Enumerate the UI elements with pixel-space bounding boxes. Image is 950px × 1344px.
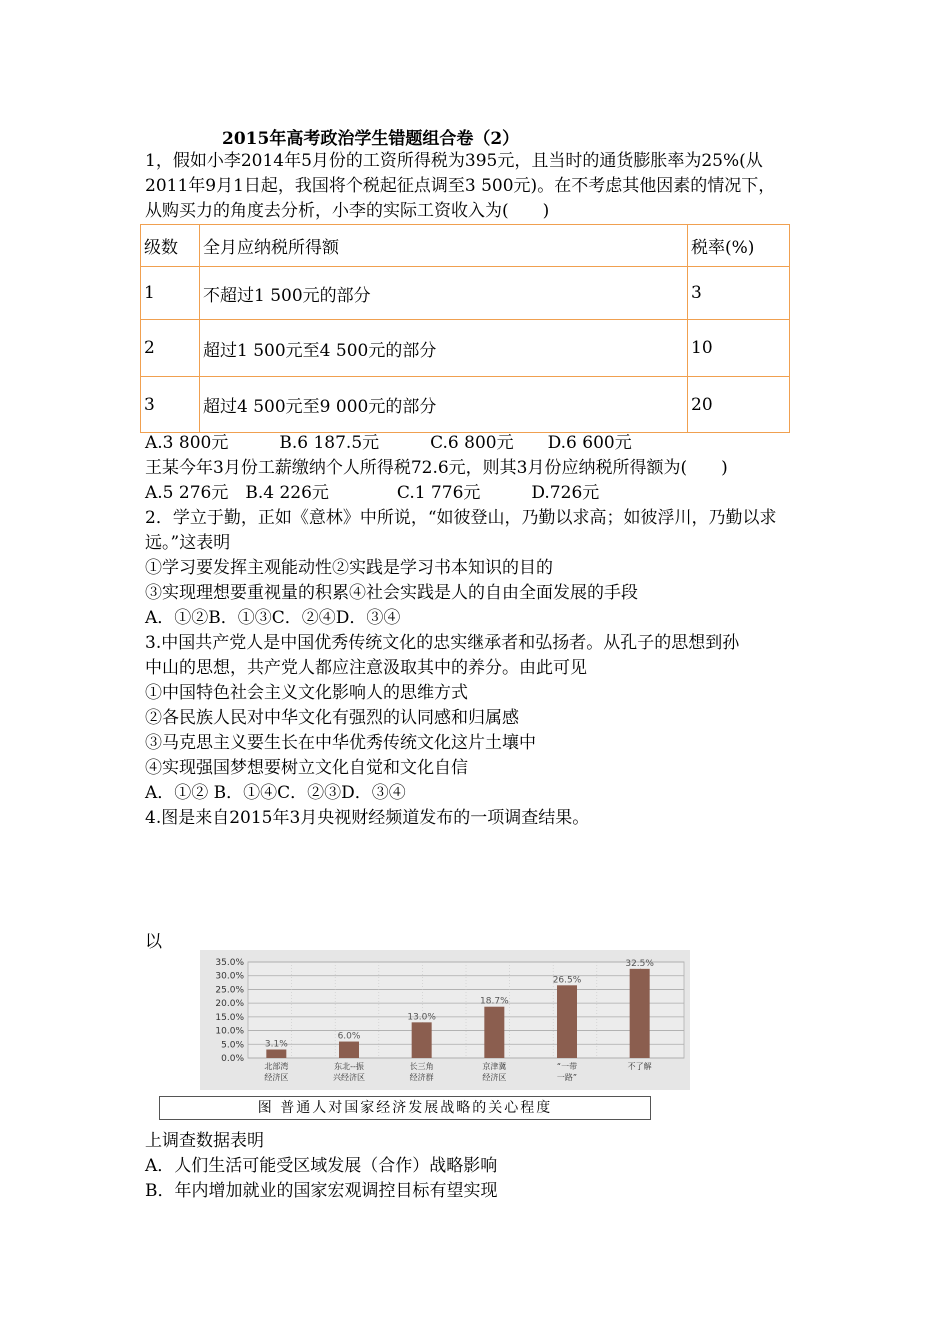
- q3-line-4: ②各民族人民对中华文化有强烈的认同感和归属感: [145, 708, 519, 728]
- cell-level: 1: [141, 267, 200, 320]
- q2-line-4: ③实现理想要重视量的积累④社会实践是人的自由全面发展的手段: [145, 583, 638, 603]
- q4-option-b: B．年内增加就业的国家宏观调控目标有望实现: [145, 1181, 498, 1201]
- bar-data-label: 26.5%: [552, 975, 582, 986]
- table-row: [141, 267, 790, 320]
- bar-data-label: 13.0%: [407, 1012, 436, 1023]
- y-tick-label: 20.0%: [215, 999, 244, 1010]
- header-level: 级数: [141, 225, 200, 267]
- cell-level: 3: [141, 377, 200, 433]
- cell-level: 2: [141, 320, 200, 377]
- bar-data-label: 6.0%: [337, 1031, 361, 1042]
- chart-caption: 图 普通人对国家经济发展战略的关心程度: [159, 1096, 651, 1120]
- q2-line-1: 2．学立于勤，正如《意林》中所说，“如彼登山，乃勤以求高；如彼浮川，乃勤以求: [145, 508, 777, 528]
- bar: [266, 1049, 286, 1058]
- x-tick-label: 经济区: [264, 1073, 289, 1082]
- y-tick-label: 35.0%: [215, 958, 244, 968]
- q1-line-1: 1，假如小李2014年5月份的工资所得税为395元，且当时的通货膨胀率为25%(从: [145, 151, 763, 171]
- q2-line-2: 远。”这表明: [145, 533, 231, 553]
- table-header-row: [141, 225, 790, 267]
- x-tick-label: 兴经济区: [333, 1073, 365, 1082]
- bar-data-label: 18.7%: [480, 996, 509, 1007]
- y-tick-label: 0.0%: [221, 1054, 244, 1064]
- cell-rate: 20: [688, 377, 790, 433]
- q1-options: A.3 800元 B.6 187.5元 C.6 800元 D.6 600元: [145, 433, 632, 453]
- page-title: 2015年高考政治学生错题组合卷（2）: [222, 129, 520, 149]
- bar: [412, 1022, 432, 1058]
- q3-line-5: ③马克思主义要生长在中华优秀传统文化这片土壤中: [145, 733, 536, 753]
- q2-line-3: ①学习要发挥主观能动性②实践是学习书本知识的目的: [145, 558, 553, 578]
- x-tick-label: 北部湾: [264, 1062, 289, 1071]
- q3-line-1: 3.中国共产党人是中国优秀传统文化的忠实继承者和弘扬者。从孔子的思想到孙: [145, 633, 740, 653]
- q4-option-a: A．人们生活可能受区域发展（合作）战略影响: [145, 1156, 498, 1176]
- q3-line-6: ④实现强国梦想要树立文化自觉和文化自信: [145, 758, 468, 778]
- table-row: [141, 320, 790, 377]
- q4-intro: 4.图是来自2015年3月央视财经频道发布的一项调查结果。: [145, 808, 590, 828]
- q1-followup: 王某今年3月份工薪缴纳个人所得税72.6元，则其3月份应纳税所得额为( ): [145, 458, 728, 478]
- cell-income: 超过4 500元至9 000元的部分: [200, 377, 688, 433]
- bar-data-label: 32.5%: [625, 958, 654, 969]
- header-rate: 税率(%): [688, 225, 790, 267]
- chart-svg: [200, 950, 690, 1090]
- q2-line-5: A．①②B．①③C．②④D．③④: [145, 608, 401, 628]
- q3-line-2: 中山的思想，共产党人都应注意汲取其中的养分。由此可见: [145, 658, 587, 678]
- table-row: [141, 377, 790, 433]
- bar: [557, 985, 577, 1058]
- y-tick-label: 5.0%: [221, 1040, 244, 1051]
- cell-income: 不超过1 500元的部分: [200, 267, 688, 320]
- x-tick-label: 经济区: [482, 1073, 507, 1082]
- bar: [630, 969, 650, 1058]
- tax-rate-table: [140, 224, 790, 433]
- y-tick-label: 15.0%: [215, 1012, 244, 1023]
- q3-line-7: A．①② B．①④C．②③D．③④: [145, 783, 406, 803]
- x-tick-label: 一路”: [556, 1073, 578, 1082]
- x-tick-label: 经济群: [409, 1073, 434, 1082]
- x-tick-label: 东北--振: [334, 1062, 364, 1071]
- y-tick-label: 10.0%: [215, 1026, 244, 1037]
- x-tick-label: 京津冀: [482, 1062, 507, 1071]
- q1-line-3: 从购买力的角度去分析，小李的实际工资收入为( ): [145, 201, 550, 221]
- bar: [339, 1042, 359, 1058]
- y-tick-label: 25.0%: [215, 985, 244, 996]
- q1-line-2: 2011年9月1日起，我国将个税起征点调至3 500元)。在不考虑其他因素的情况下，: [145, 176, 776, 196]
- cell-rate: 10: [688, 320, 790, 377]
- q4-prefix: 以: [145, 932, 162, 952]
- cell-rate: 3: [688, 267, 790, 320]
- bar: [484, 1007, 504, 1058]
- x-tick-label: “一带: [556, 1062, 578, 1071]
- cell-income: 超过1 500元至4 500元的部分: [200, 320, 688, 377]
- q3-line-3: ①中国特色社会主义文化影响人的思维方式: [145, 683, 468, 703]
- q1-followup-options: A.5 276元 B.4 226元 C.1 776元 D.726元: [145, 483, 600, 503]
- x-tick-label: 不了解: [627, 1062, 652, 1071]
- survey-bar-chart: [200, 950, 690, 1090]
- bar-data-label: 3.1%: [264, 1039, 288, 1050]
- x-tick-label: 长三角: [409, 1062, 434, 1071]
- y-tick-label: 30.0%: [215, 971, 244, 982]
- q4-suffix: 上调查数据表明: [145, 1131, 264, 1151]
- header-income: 全月应纳税所得额: [200, 225, 688, 267]
